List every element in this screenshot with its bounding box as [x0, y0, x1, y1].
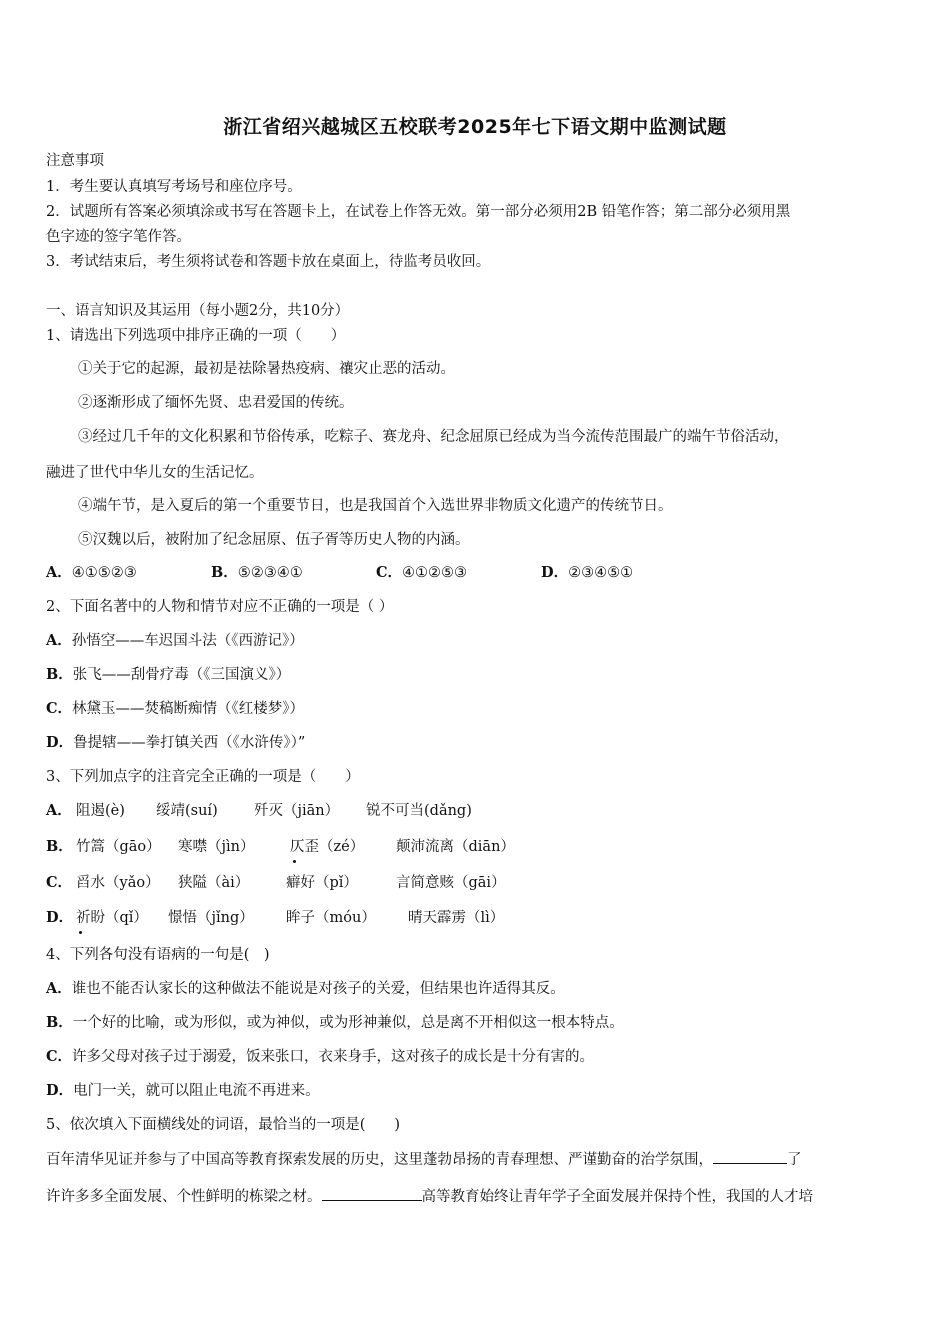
option-text: 鲁提辖——拳打镇关西（《水浒传》）”	[73, 735, 306, 751]
question-1-stem: 1、请选出下列选项中排序正确的一项（ ）	[46, 328, 346, 344]
option-a	[46, 563, 211, 583]
option-text: ④①②⑤③	[402, 565, 468, 581]
option-text: ②③④⑤①	[568, 565, 634, 581]
option-text: 林黛玉——焚稿断痴情（《红楼梦》）	[72, 701, 305, 717]
option-letter: D．	[46, 1082, 74, 1099]
option-text: 许多父母对孩子过于溺爱，饭来张口，衣来身手，这对孩子的成长是十分有害的。	[72, 1049, 595, 1065]
option-b	[46, 837, 515, 857]
pinyin-word: 舀水（yǎo）	[76, 875, 160, 891]
pinyin-word: 憬悟（jǐng）	[168, 910, 254, 926]
option-letter: C．	[376, 564, 403, 581]
passage-text: 许许多多全面发展、个性鲜明的栋梁之材。	[46, 1189, 322, 1205]
option-b	[211, 563, 376, 583]
option-letter: A．	[46, 632, 72, 649]
pinyin-word: 歼灭（jiān）	[254, 803, 340, 819]
sentence-3-continued: 融进了世代中华儿女的生活记忆。	[46, 465, 264, 481]
pinyin-word: 晴天霹雳（lì）	[408, 910, 505, 926]
sentence-3: ③经过几千年的文化积累和节俗传承，吃粽子、赛龙舟、纪念屈原已经成为当今流传范围最广的端午节俗活动，	[78, 429, 789, 445]
option-a	[46, 801, 472, 821]
option-letter: B．	[46, 838, 73, 855]
pinyin-word: 颠沛流离（diān）	[396, 839, 515, 855]
page-title: 浙江省绍兴越城区五校联考2025年七下语文期中监测试题	[223, 116, 727, 138]
sentence-5: ⑤汉魏以后，被附加了纪念屈原、伍子胥等历史人物的内涵。	[78, 532, 470, 548]
option-a	[46, 631, 304, 651]
pinyin-word: 竹篙（gāo）	[76, 839, 161, 855]
option-d	[46, 733, 305, 753]
option-c	[376, 563, 541, 583]
passage-text: 了	[787, 1152, 802, 1168]
option-letter: A．	[46, 564, 72, 581]
option-text: 张飞——刮骨疗毒（《三国演义》）	[72, 667, 291, 683]
option-a	[46, 979, 565, 999]
pinyin-word: 寒噤（jìn）	[178, 839, 255, 855]
option-c	[46, 1047, 594, 1067]
option-d	[46, 908, 504, 928]
pinyin-word: 癖好（pǐ）	[286, 875, 358, 891]
pinyin-word: 狭隘（ài）	[178, 875, 250, 891]
option-letter: C．	[46, 1048, 73, 1065]
question-1-options	[46, 563, 633, 583]
option-c	[46, 873, 506, 893]
pinyin-word: 眸子（móu）	[286, 910, 376, 926]
question-5-stem: 5、依次填入下面横线处的词语，最恰当的一项是( )	[46, 1117, 401, 1133]
option-letter: B．	[46, 1014, 73, 1031]
option-letter: C．	[46, 700, 73, 717]
notice-item: 2．试题所有答案必须填涂或书写在答题卡上，在试卷上作答无效。第一部分必须用2B 铅笔作答；第二部分必须用黑	[46, 204, 791, 220]
sentence-2: ②逐渐形成了缅怀先贤、忠君爱国的传统。	[78, 395, 354, 411]
option-letter: B．	[46, 666, 73, 683]
option-text: ④①⑤②③	[71, 565, 137, 581]
option-d	[541, 563, 633, 583]
pinyin-word: 阻遏(è)	[76, 803, 125, 819]
notice-item: 色字迹的签字笔作答。	[46, 229, 191, 245]
option-text: ⑤②③④①	[237, 565, 303, 581]
option-text: 一个好的比喻，或为形似，或为神似，或为形神兼似，总是离不开相似这一根本特点。	[72, 1015, 624, 1031]
question-4-stem: 4、下列各句没有语病的一句是( )	[46, 947, 270, 963]
passage-line	[46, 1149, 802, 1170]
passage-line	[46, 1186, 813, 1207]
option-text: 孙悟空——车迟国斗法（《西游记》）	[71, 633, 304, 649]
notice-item: 3．考试结束后，考生须将试卷和答题卡放在桌面上，待监考员收回。	[46, 254, 491, 270]
fill-blank	[713, 1149, 787, 1164]
sentence-4: ④端午节，是入夏后的第一个重要节日，也是我国首个入选世界非物质文化遗产的传统节日。	[78, 498, 673, 514]
option-b	[46, 665, 290, 685]
sentence-1: ①关于它的起源，最初是祛除暑热疫病、禳灾止恶的活动。	[78, 361, 455, 377]
option-letter: C．	[46, 874, 73, 891]
pinyin-word: 祈盼（qǐ）	[76, 908, 168, 928]
fill-blank	[322, 1186, 422, 1201]
option-d	[46, 1081, 320, 1101]
pinyin-word: 言简意赅（gāi）	[396, 875, 506, 891]
notice-heading: 注意事项	[46, 153, 104, 169]
option-letter: D．	[46, 734, 74, 751]
pinyin-word: 仄歪（zé）	[290, 837, 396, 857]
option-b	[46, 1013, 624, 1033]
pinyin-word: 锐不可当(dǎng)	[366, 803, 472, 819]
option-text: 谁也不能否认家长的这种做法不能说是对孩子的关爱，但结果也许适得其反。	[71, 981, 565, 997]
passage-text: 高等教育始终让青年学子全面发展并保持个性，我国的人才培	[421, 1189, 813, 1205]
pinyin-word: 绥靖(suí)	[156, 803, 218, 819]
section-heading: 一、语言知识及其运用（每小题2分，共10分）	[46, 303, 350, 319]
notice-item: 1．考生要认真填写考场号和座位序号。	[46, 179, 302, 195]
option-letter: D．	[541, 564, 569, 581]
passage-text: 百年清华见证并参与了中国高等教育探索发展的历史，这里蓬勃昂扬的青春理想、严谨勤奋的治学氛围，	[46, 1152, 713, 1168]
option-letter: B．	[211, 564, 238, 581]
option-c	[46, 699, 304, 719]
option-letter: A．	[46, 980, 72, 997]
question-3-stem: 3、下列加点字的注音完全正确的一项是（ ）	[46, 769, 360, 785]
option-letter: D．	[46, 909, 74, 926]
question-2-stem: 2、下面名著中的人物和情节对应不正确的一项是（ ）	[46, 599, 394, 615]
option-letter: A．	[46, 802, 72, 819]
option-text: 电门一关，就可以阻止电流不再进来。	[73, 1083, 320, 1099]
